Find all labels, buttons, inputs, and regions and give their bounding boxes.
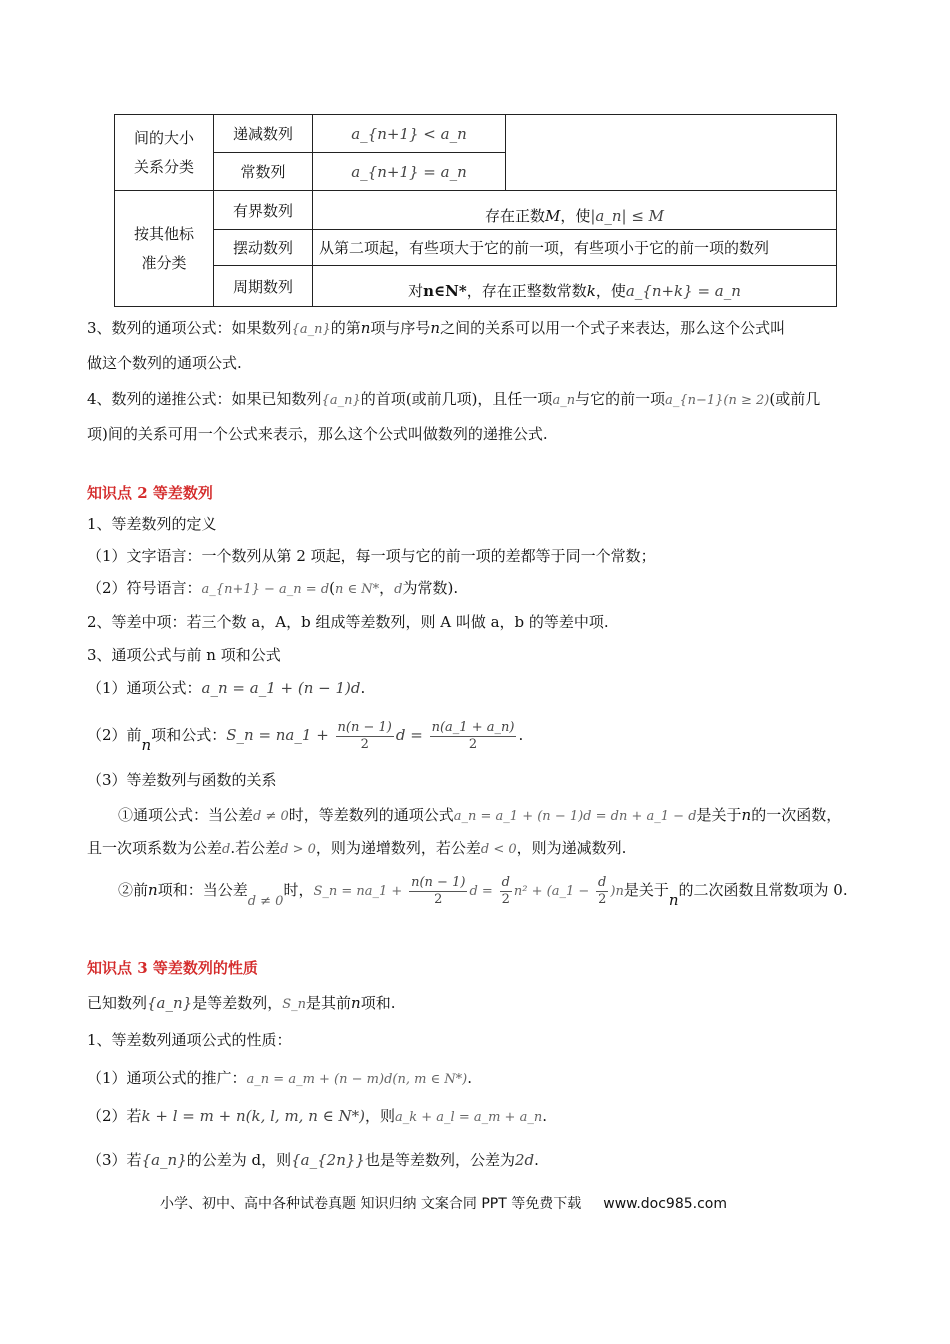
text-line: 2、等差中项：若三个数 a，A，b 组成等差数列，则 A 叫做 a，b 的等差中项.: [87, 613, 609, 631]
text-line: （1）通项公式的推广：a_n = a_m + (n − m)d(n, m ∈ N*).: [87, 1069, 473, 1087]
text-line: （1）通项公式：a_n = a_1 + (n − 1)d.: [87, 679, 366, 697]
text-line: 1、等差数列的定义: [87, 515, 217, 533]
table-row: [115, 191, 837, 230]
section-heading: 知识点 2 等差数列: [87, 484, 213, 502]
paragraph-4: 4、数列的递推公式：如果已知数列{a_n}的首项(或前几项)，且任一项a_n与它的前一项a_{n−1}(n ≥ 2)(或前几: [87, 390, 821, 408]
text-line: （1）文字语言：一个数列从第 2 项起，每一项与它的前一项的差都等于同一个常数；: [87, 547, 656, 565]
page-footer: [160, 1193, 727, 1213]
paragraph-3: 3、数列的通项公式：如果数列{a_n}的第n项与序号n之间的关系可以用一个式子来表达，那么这个公式叫: [87, 319, 786, 337]
table-row: [115, 115, 837, 153]
text-line: ②前n项和：当公差d ≠ 0时，S_n = na_1 + $\frac{n(n - 1)}{2}$ d = $\frac{d}{2}$ n² + (a_1 − $\frac{d}{2}$ )n是关于n的二次函数且常数项为 0.: [118, 874, 848, 909]
footer-link[interactable]: www.doc985.com: [603, 1196, 727, 1212]
group-cell: 按其他标 准分类: [115, 191, 214, 307]
table-row: [115, 266, 837, 307]
text-line: （2）符号语言：a_{n+1} − a_n = d(n ∈ N*，d为常数).: [87, 579, 459, 597]
paragraph-4-cont: 项)间的关系可用一个公式来表示，那么这个公式叫做数列的递推公式.: [87, 425, 548, 443]
type-cell: 有界数列: [214, 191, 313, 230]
type-cell: 递减数列: [214, 115, 313, 153]
table-row: [115, 230, 837, 266]
type-cell: 常数列: [214, 153, 313, 191]
section-heading: 知识点 3 等差数列的性质: [87, 959, 258, 977]
text-line: （3）等差数列与函数的关系: [87, 771, 277, 789]
text-line: （2）若k + l = m + n(k, l, m, n ∈ N*)，则a_k + a_l = a_m + a_n.: [87, 1107, 547, 1125]
formula-cell: a_{n+1} = a_n: [313, 153, 506, 191]
desc-cell: 对n∈N*，存在正整数常数k，使a_{n+k} = a_n: [313, 266, 837, 307]
footer-text: 小学、初中、高中各种试卷真题 知识归纳 文案合同 PPT 等免费下载: [160, 1196, 582, 1212]
desc-cell: 从第二项起，有些项大于它的前一项，有些项小于它的前一项的数列: [313, 230, 837, 266]
text-line: ①通项公式：当公差d ≠ 0时，等差数列的通项公式a_n = a_1 + (n − 1)d = dn + a_1 − d是关于n的一次函数，: [118, 806, 842, 824]
text-line: （3）若{a_n}的公差为 d，则{a_{2n}}也是等差数列，公差为2d.: [87, 1151, 539, 1169]
text-line: 且一次项系数为公差d.若公差d > 0，则为递增数列，若公差d < 0，则为递减数列.: [87, 839, 627, 857]
group-cell: 间的大小 关系分类: [115, 115, 214, 191]
paragraph-3-cont: 做这个数列的通项公式.: [87, 354, 242, 372]
text-line: 已知数列{a_n}是等差数列，S_n是其前n项和.: [87, 994, 396, 1012]
text-line: （2）前n项和公式：S_n = na_1 + $\frac{n(n - 1)}{2}$ d = $\frac{n(a\_1 + a\_n)}{2}$ .: [87, 719, 524, 754]
desc-cell: 存在正数M，使|a_n| ≤ M: [313, 191, 837, 230]
type-cell: 摆动数列: [214, 230, 313, 266]
desc-cell: [506, 115, 837, 191]
classification-table: [114, 114, 837, 307]
text-line: 1、等差数列通项公式的性质：: [87, 1031, 292, 1049]
formula-cell: a_{n+1} < a_n: [313, 115, 506, 153]
type-cell: 周期数列: [214, 266, 313, 307]
text-line: 3、通项公式与前 n 项和公式: [87, 646, 281, 664]
